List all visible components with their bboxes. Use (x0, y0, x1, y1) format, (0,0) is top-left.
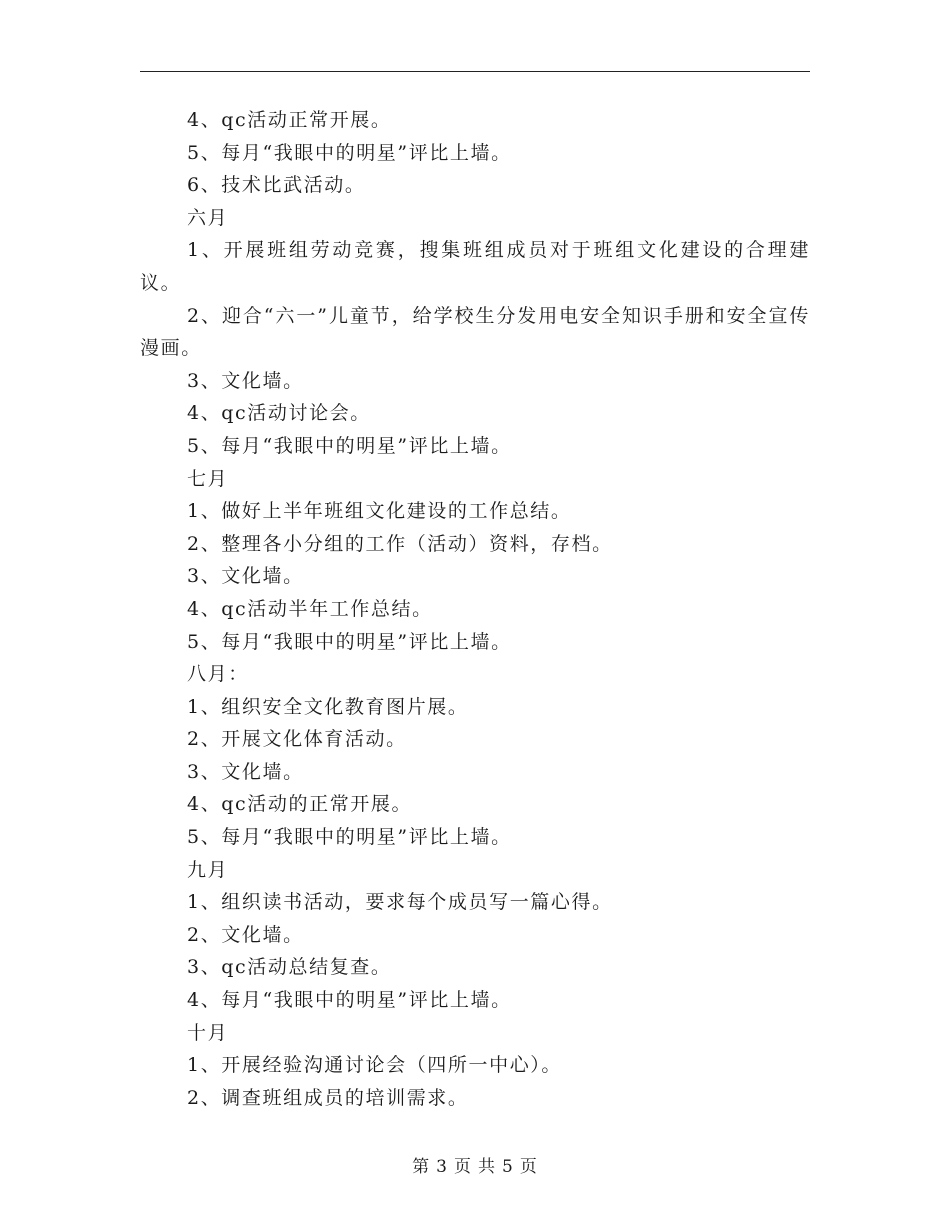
total-pages-number: 5 (502, 1157, 514, 1177)
list-item: 1、开展班组劳动竞赛，搜集班组成员对于班组文化建设的合理建议。 (140, 239, 810, 294)
list-item: 1、组织安全文化教育图片展。 (187, 695, 469, 718)
list-item: 1、开展经验沟通讨论会（四所一中心）。 (187, 1054, 562, 1077)
month-heading: 七月 (187, 467, 229, 490)
footer-page-word: 页 (454, 1157, 472, 1177)
current-page-number: 3 (436, 1157, 448, 1177)
month-heading: 九月 (187, 858, 229, 881)
footer-total-word: 共 (478, 1157, 496, 1177)
list-item: 2、迎合“六一”儿童节，给学校生分发用电安全知识手册和安全宣传漫画。 (140, 304, 810, 360)
list-item: 3、文化墙。 (187, 760, 304, 783)
page-footer (0, 1152, 950, 1177)
list-item: 5、每月“我眼中的明星”评比上墙。 (187, 434, 512, 457)
footer-suffix: 页 (519, 1157, 538, 1177)
list-item: 5、每月“我眼中的明星”评比上墙。 (187, 141, 512, 164)
list-item: 4、qc活动正常开展。 (187, 109, 392, 131)
list-item: 4、qc活动半年工作总结。 (187, 597, 433, 620)
list-item: 3、文化墙。 (187, 369, 304, 392)
list-item: 3、qc活动总结复查。 (187, 956, 392, 979)
header-rule (140, 71, 810, 72)
list-item: 3、文化墙。 (187, 565, 304, 588)
list-item: 2、开展文化体育活动。 (187, 728, 407, 751)
month-heading: 六月 (187, 206, 229, 229)
list-item: 2、整理各小分组的工作（活动）资料，存档。 (187, 532, 613, 555)
list-item: 6、技术比武活动。 (187, 174, 366, 197)
document-body (140, 104, 810, 1114)
month-heading: 十月 (187, 1021, 229, 1044)
list-item: 4、qc活动讨论会。 (187, 402, 371, 425)
list-item: 1、做好上半年班组文化建设的工作总结。 (187, 500, 572, 523)
list-item: 5、每月“我眼中的明星”评比上墙。 (187, 826, 512, 849)
list-item: 5、每月“我眼中的明星”评比上墙。 (187, 630, 512, 653)
list-item: 2、文化墙。 (187, 923, 304, 946)
list-item: 4、每月“我眼中的明星”评比上墙。 (187, 989, 512, 1012)
list-item: 2、调查班组成员的培训需求。 (187, 1086, 469, 1109)
list-item: 4、qc活动的正常开展。 (187, 793, 413, 816)
footer-prefix: 第 (412, 1157, 431, 1177)
list-item: 1、组织读书活动，要求每个成员写一篇心得。 (187, 891, 613, 914)
month-heading: 八月： (187, 663, 249, 686)
